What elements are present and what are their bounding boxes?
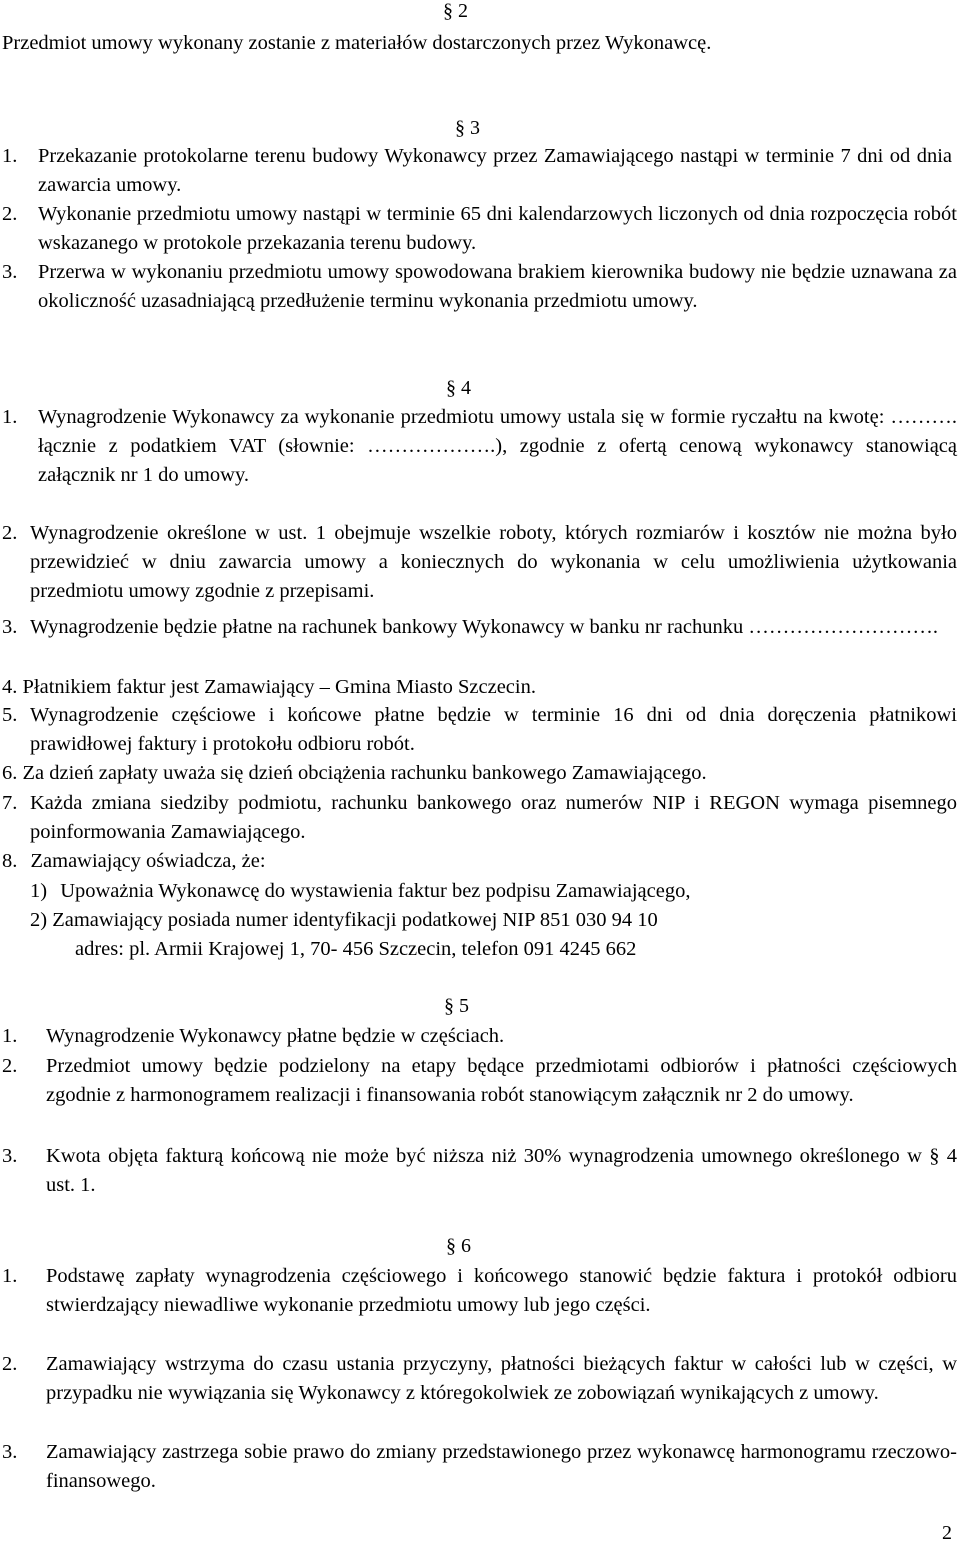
section-4-item-2 [2, 519, 957, 606]
section-4-subitem-1 [30, 877, 690, 906]
item-number: 1. [2, 406, 18, 428]
section-5-item-2 [2, 1052, 957, 1110]
section-4-item-8 [2, 847, 266, 876]
section-6-item-2 [2, 1350, 957, 1408]
item-text: Wykonanie przedmiotu umowy nastąpi w terminie 65 dni kalendarzowych liczonych od dnia rozpoczęcia robót wskazanego w protokole przekazania terenu budowy. [38, 203, 957, 254]
section-4-item-3 [2, 613, 957, 642]
item-text: Przedmiot umowy będzie podzielony na etapy będące przedmiotami odbiorów i płatności częściowych zgodnie z harmonogramem realizacji i finansowania robót stanowiącym załącznik nr 2 do umowy. [46, 1055, 957, 1106]
item-text: Wynagrodzenie Wykonawcy za wykonanie przedmiotu umowy ustala się w formie ryczałtu na kwotę: ………. łącznie z podatkiem VAT (słownie: ……………….), zgodnie z ofertą cenową wykonawcy stanowiącą załącznik nr 1 do umowy. [38, 406, 957, 486]
section-6-item-3 [2, 1438, 957, 1496]
item-text: Za dzień zapłaty uważa się dzień obciążenia rachunku bankowego Zamawiającego. [22, 762, 707, 784]
item-text: Wynagrodzenie częściowe i końcowe płatne będzie w terminie 16 dni od dnia doręczenia płatnikowi prawidłowej faktury i protokołu odbioru robót. [30, 704, 957, 755]
section-4-item-1 [2, 403, 957, 490]
item-number: 3. [2, 1441, 18, 1463]
subitem-number: 1) [30, 880, 48, 902]
address-line: adres: pl. Armii Krajowej 1, 70- 456 Szczecin, telefon 091 4245 662 [75, 938, 637, 960]
section-3-item-2 [2, 200, 957, 258]
section-4-item-5 [2, 701, 957, 759]
section-5-item-3 [2, 1142, 957, 1200]
item-number: 2. [2, 1055, 18, 1077]
item-text: Przekazanie protokolarne terenu budowy Wykonawcy przez Zamawiającego nastąpi w terminie 7 dni od dnia zawarcia umowy. [38, 145, 952, 196]
page-number: 2 [942, 1522, 952, 1544]
section-6-item-1 [2, 1262, 957, 1320]
item-text: Kwota objęta fakturą końcową nie może być niższa niż 30% wynagrodzenia umownego określonego w § 4 ust. 1. [46, 1145, 957, 1196]
subitem-text: Zamawiający posiada numer identyfikacji podatkowej NIP 851 030 94 10 [52, 909, 658, 931]
item-text: Przerwa w wykonaniu przedmiotu umowy spowodowana brakiem kierownika budowy nie będzie uznawana za okoliczność uzasadniającą przedłużenie terminu wykonania przedmiotu umowy. [38, 261, 957, 312]
item-text: Podstawę zapłaty wynagrodzenia częściowego i końcowego stanowić będzie faktura i protokół odbioru stwierdzający niewadliwe wykonanie przedmiotu umowy lub jego części. [46, 1265, 957, 1316]
item-number: 2. [2, 1353, 18, 1375]
item-text: Wynagrodzenie określone w ust. 1 obejmuje wszelkie roboty, których rozmiarów i kosztów nie można było przewidzieć w dniu zawarcia umowy a koniecznych do wykonania w celu umożliwienia użytkowania przedmiotu umowy zgodnie z przepisami. [30, 522, 957, 602]
item-text: Zamawiający zastrzega sobie prawo do zmiany przedstawionego przez wykonawcę harmonogramu rzeczowo-finansowego. [46, 1441, 957, 1492]
subitem-number: 2) [30, 909, 48, 931]
item-number: 1. [2, 145, 18, 167]
item-number: 5. [2, 704, 18, 726]
section-4-item-6 [2, 759, 707, 788]
item-number: 2. [2, 203, 18, 225]
item-number: 1. [2, 1265, 18, 1287]
item-number: 4. [2, 676, 18, 698]
section-4-item-4 [2, 673, 536, 702]
section-5-item-1 [2, 1022, 504, 1051]
section-4-subitem-2 [30, 906, 658, 935]
item-number: 3. [2, 261, 18, 283]
section-4-item-7 [2, 789, 957, 847]
item-text: Wynagrodzenie będzie płatne na rachunek bankowy Wykonawcy w banku nr rachunku ………………………. [30, 616, 938, 638]
section-2-text: Przedmiot umowy wykonany zostanie z materiałów dostarczonych przez Wykonawcę. [2, 32, 712, 54]
item-number: 1. [2, 1025, 18, 1047]
section-2-heading: § 2 [443, 0, 468, 22]
section-3-item-3 [2, 258, 957, 316]
item-text: Zamawiający oświadcza, że: [30, 850, 266, 872]
item-number: 3. [2, 616, 18, 638]
subitem-text: Upoważnia Wykonawcę do wystawienia faktur bez podpisu Zamawiającego, [60, 880, 691, 902]
item-number: 8. [2, 850, 18, 872]
section-4-heading: § 4 [446, 377, 471, 399]
section-3-item-1 [2, 142, 952, 200]
item-number: 3. [2, 1145, 18, 1167]
section-6-heading: § 6 [446, 1235, 471, 1257]
item-text: Wynagrodzenie Wykonawcy płatne będzie w częściach. [46, 1025, 505, 1047]
item-text: Zamawiający wstrzyma do czasu ustania przyczyny, płatności bieżących faktur w całości lub w części, w przypadku nie wywiązania się Wykonawcy z któregokolwiek ze zobowiązań wynikających z umowy. [46, 1353, 957, 1404]
section-5-heading: § 5 [444, 995, 469, 1017]
item-text: Każda zmiana siedziby podmiotu, rachunku bankowego oraz numerów NIP i REGON wymaga pisemnego poinformowania Zamawiającego. [30, 792, 957, 843]
section-3-heading: § 3 [455, 117, 480, 139]
item-number: 7. [2, 792, 18, 814]
item-number: 2. [2, 522, 18, 544]
item-number: 6. [2, 762, 18, 784]
item-text: Płatnikiem faktur jest Zamawiający – Gmina Miasto Szczecin. [22, 676, 536, 698]
